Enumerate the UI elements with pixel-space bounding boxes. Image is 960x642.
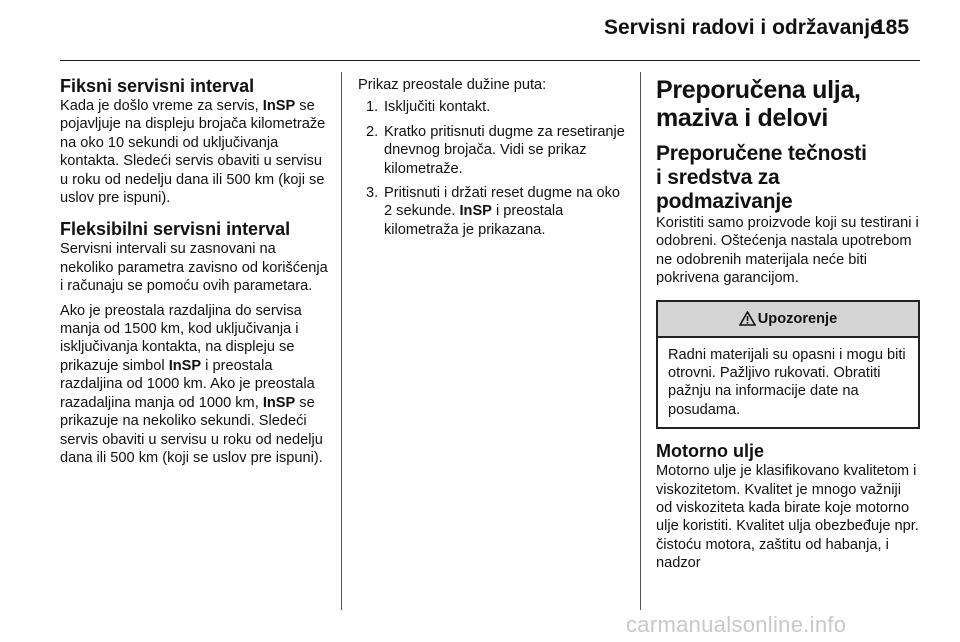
page-header-title: Servisni radovi i održavanje bbox=[604, 16, 882, 39]
heading-motor-oil: Motorno ulje bbox=[656, 441, 764, 462]
text-run: i preostala razdaljina od 1000 km. Ako je preostala razadaljina manja od 1000 km, bbox=[60, 357, 315, 411]
column-3 bbox=[656, 76, 920, 573]
heading-line: podmazivanje bbox=[656, 190, 793, 213]
insp-symbol: InSP bbox=[168, 357, 202, 374]
insp-symbol: InSP bbox=[262, 98, 296, 114]
step-text: i preostala kilometraža je prikazana. bbox=[384, 203, 564, 238]
heading-recommended-oils bbox=[656, 76, 920, 132]
text-run: se pojavljuje na displeju brojača kilometraže na oko 10 sekundi od uključivanja kontakta. Sledeći servis obaviti u servisu u roku od nedelju dana ili 500 km (koji se uslov pre ispuni). bbox=[60, 98, 326, 207]
column-divider-2 bbox=[640, 72, 641, 610]
paragraph-flexible-1: Servisni intervali su zasnovani na nekoliko parametra zavisno od korišćenja i računaju se pomoću ovih parametara. bbox=[60, 241, 328, 295]
insp-symbol: InSP bbox=[459, 203, 492, 220]
step-text: Kratko pritisnuti dugme za resetiranje dnevnog brojača. Vidi se prikaz kilometraže. bbox=[384, 123, 625, 177]
heading-flexible-interval: Fleksibilni servisni interval bbox=[60, 219, 291, 240]
paragraph-flexible-2 bbox=[60, 302, 328, 468]
warning-title: Upozorenje bbox=[757, 310, 838, 327]
warning-box bbox=[656, 300, 920, 430]
column-1 bbox=[60, 76, 328, 467]
list-item bbox=[358, 123, 626, 178]
paragraph-fluids-intro: Koristiti samo proizvode koji su testirani i odobreni. Oštećenja nastala upotrebom ne odobrenih materijala neće biti pokrivena garancijom. bbox=[656, 215, 919, 287]
header-rule bbox=[60, 60, 920, 61]
text-run: se prikazuje na nekoliko sekundi. Sledeći servis obaviti u servisu u roku od nedelju dana ili 500 km (koji se uslov pre ispuni). bbox=[60, 394, 323, 466]
steps-list bbox=[358, 98, 626, 239]
insp-symbol: InSP bbox=[262, 394, 296, 411]
column-divider-1 bbox=[341, 72, 342, 610]
heading-line: Preporučene tečnosti bbox=[656, 142, 867, 165]
heading-fixed-interval: Fiksni servisni interval bbox=[60, 76, 255, 96]
heading-line: Preporučena ulja, bbox=[656, 76, 861, 104]
step-text: Pritisnuti i držati reset dugme na oko 2 sekunde. bbox=[384, 185, 621, 220]
heading-line: maziva i delovi bbox=[656, 104, 828, 132]
warning-triangle-icon bbox=[739, 311, 756, 326]
text-run: Ako je preostala razdaljina do servisa manja od 1500 km, kod uključivanja i isključivanja kontakta, na displeju se prikazuje simbol bbox=[60, 302, 302, 374]
paragraph-motor-oil: Motorno ulje je klasifikovano kvalitetom i viskozitetom. Kvalitet je mnogo važniji od viskoziteta kada birate koje motorno ulje koristiti. Kvalitet ulja obezbeđuje npr. čistoću motora, zaštitu od habanja, i nadzor bbox=[656, 463, 919, 572]
column-2 bbox=[358, 76, 626, 245]
paragraph-fixed-interval bbox=[60, 97, 328, 207]
list-item bbox=[358, 184, 626, 239]
watermark: carmanualsonline.info bbox=[626, 612, 847, 637]
step-number: 2. bbox=[366, 123, 379, 140]
step-text: Isključiti kontakt. bbox=[384, 99, 491, 116]
step-number: 1. bbox=[366, 99, 379, 116]
text-run: Kada je došlo vreme za servis, bbox=[60, 98, 263, 114]
warning-text: Radni materijali su opasni i mogu biti otrovni. Pažljivo rukovati. Obratiti pažnju na informacije date na posudama. bbox=[668, 346, 906, 418]
steps-intro: Prikaz preostale dužine puta: bbox=[358, 77, 547, 93]
page-number: 185 bbox=[874, 16, 910, 39]
list-item bbox=[358, 98, 626, 116]
heading-recommended-fluids bbox=[656, 142, 920, 214]
step-number: 3. bbox=[366, 185, 379, 202]
heading-line: i sredstva za bbox=[656, 166, 780, 189]
warning-header bbox=[658, 302, 918, 338]
